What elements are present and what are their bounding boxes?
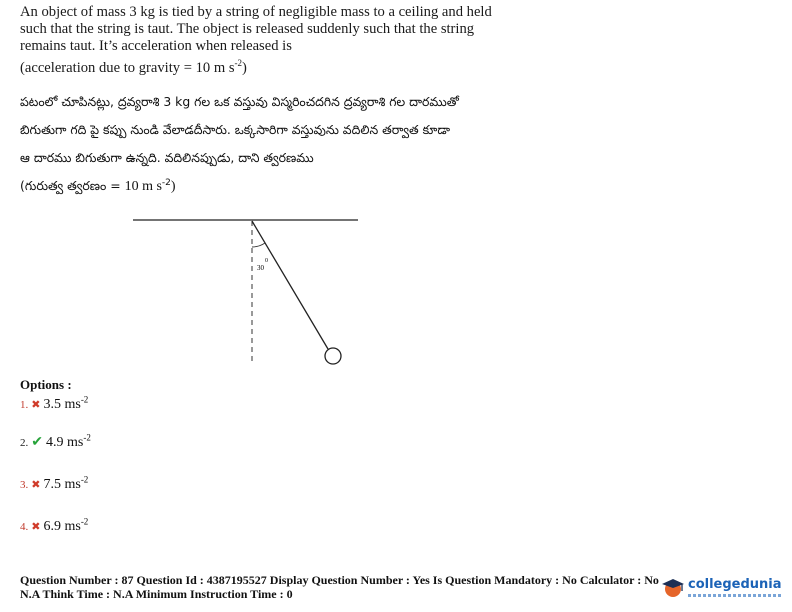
brand-logo [660, 574, 790, 604]
graduation-cap-icon [660, 576, 686, 598]
question-line-telugu: ఆ దారము బిగుతుగా ఉన్నది. వదిలినప్పుడు, దాని త్వరణము [20, 150, 314, 165]
question-line: An object of mass 3 kg is tied by a string of negligible mass to a ceiling and held [20, 4, 492, 20]
footer-line: Question Number : 87 Question Id : 4387195527 Display Question Number : Yes Is Question Mandatory : No Calculator : No [20, 573, 659, 587]
degree-symbol: 0 [265, 258, 268, 264]
question-text-english [20, 4, 552, 77]
option-value: 6.9 ms [43, 519, 81, 534]
string-line [252, 221, 328, 349]
check-icon: ✔ [31, 435, 43, 450]
bob-mass [325, 348, 341, 364]
angle-label: 30 [257, 264, 264, 272]
pendulum-figure [128, 215, 368, 375]
brand-tagline-decoration [688, 594, 783, 597]
question-line: such that the string is taut. The object is released suddenly such that the string [20, 21, 475, 37]
option-number: 2. [20, 437, 29, 449]
option-value: 7.5 ms [43, 477, 81, 492]
question-line: remains taut. It’s acceleration when released is [20, 38, 292, 54]
option-value: 3.5 ms [43, 397, 81, 412]
option-number: 4. [20, 521, 29, 533]
footer-line: N.A Think Time : N.A Minimum Instruction Time : 0 [20, 587, 293, 601]
gravity-note-english: (acceleration due to gravity = 10 m $s^{-2}$) [20, 58, 247, 76]
question-line-telugu: బిగుతుగా గది పై కప్పు నుండి వేలాడదీసారు. ఒక్కసారిగా వస్తువును వదిలిన తర్వాత కూడా [20, 122, 450, 137]
gravity-note-telugu: (గురుత్వ త్వరణం = 10 m $s^{-2}$) [20, 177, 176, 194]
question-text-telugu [20, 93, 580, 205]
option-3[interactable]: 3. ✖ 7.5 $ms^{-2}$ [20, 474, 89, 492]
question-metadata-footer [20, 573, 659, 601]
option-number: 3. [20, 479, 29, 491]
option-2[interactable]: 2. ✔ 4.9 $ms^{-2}$ [20, 432, 91, 450]
wrong-icon: ✖ [31, 479, 41, 491]
options-heading: Options : [20, 377, 72, 392]
wrong-icon: ✖ [31, 521, 41, 533]
question-line-telugu: పటంలో చూపినట్లు, ద్రవ్యరాశి 3 kg గల ఒక వస్తువు విస్మరించదగిన ద్రవ్యరాశి గల దారముతో [20, 94, 459, 109]
option-value: 4.9 ms [45, 435, 84, 450]
option-4[interactable]: 4. ✖ 6.9 $ms^{-2}$ [20, 516, 89, 534]
option-number: 1. [20, 399, 29, 411]
wrong-icon: ✖ [31, 399, 41, 411]
brand-name: collegedunia [688, 577, 782, 592]
option-1[interactable]: 1. ✖ 3.5 $ms^{-2}$ [20, 394, 89, 412]
angle-arc [252, 243, 265, 247]
